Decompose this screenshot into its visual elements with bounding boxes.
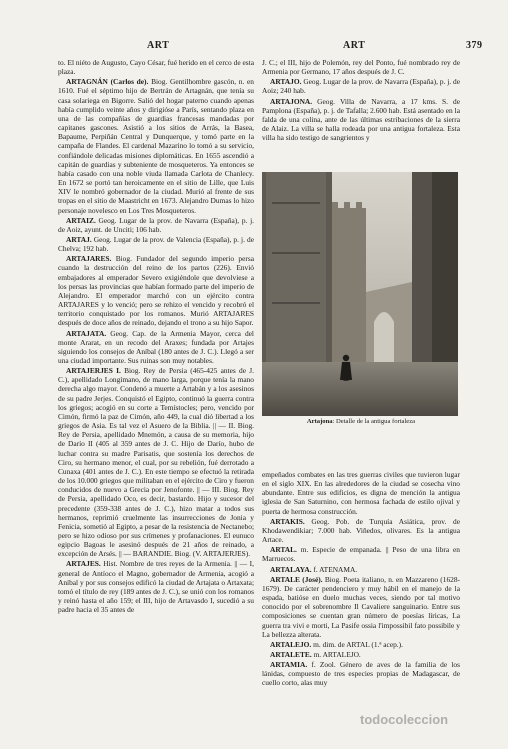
entry-text: m. dim. de ARTAL (1.ª acep.). [313,639,403,649]
entry-headword: ARTAJO. [270,77,302,87]
entry-headword: ARTAJONA. [270,96,313,106]
dictionary-entry [262,660,460,687]
entry-text: to. El niéto de Augusto, Cayo César, fué herido en el cerco de esta plaza. [58,58,254,77]
figure-caption-text: : Detalle de la antigua fortaleza [332,418,416,425]
entry-text: empeñados combates en las tres guerras civiles que tuvieron lugar en el siglo XIX. En las alrededores de la ciudad se cosecha vino abundante. Entre sus edificios, es digna de mención la antigua iglesia de San Saturnino, con hermosa fachada de estilo ojival y puerta de hermosa construcción. [262,470,460,516]
entry-text: m. ARTALEJO. [313,649,361,659]
entry-headword: ARTAJATA. [66,328,107,338]
dictionary-entry [262,575,460,639]
entry-headword: ARTAIZ. [66,215,96,225]
entry-headword: ARTAMIA. [270,660,308,670]
running-head-right: ART [343,40,366,51]
entry-text: Biog. Gentilhombre gascón, n. en 1610. Fué el séptimo hijo de Bertrán de Artagnán, que tenía su casa solariega en Bigorre. Salió del hogar paterno cuando apenas había cumplido veinte años y dirigióse a París, sentando plaza en una de las compañías de guardias francesas mandadas por capitanes gascones. Asistió a los sitios de Arrás, la Basea, Bapaume, Perpiñán Central y Dunquerque, y tomó parte en la campaña de Flandes. El cardenal Mazarino lo tomó a su servicio, confiándole delicadas misiones diplomáticas. En 1655 ascendió a capitán de guardias y subteniente de mosqueteros. Ya entonces se había casado con una noble viuda llamada Carlota de Chanlecy. En 1672 se portó tan heroicamente en el sitio de Lille, que Luis XIV le nombró gobernador de la ciudad. Murió al frente de sus tropas en el sitio de Maastricht en 1673. Alejandro Dumas lo hizo personaje novelesco en Los Tres Mosqueteros. [58,77,254,215]
dictionary-entry [58,254,254,327]
entry-headword: ARTALAYA. [270,564,312,574]
figure-caption-name: Artajona [306,418,333,425]
entry-text: m. Especie de empanada. || Peso de una libra en Marruecos. [262,545,460,564]
figure-caption [262,418,460,425]
running-head-left: ART [147,40,170,51]
dictionary-entry [58,329,254,366]
entry-text: Biog. Fundador del segundo imperio persa cuando la destrucción del reino de los partos (226). Envió embajadores al emperador Severo exigiéndole que devolviese a los persas las provincias que habían formado parte del imperio de Alejandro. El emperador marchó con un ejército contra ARTAJARES y lo venció; pero se rehizo el vencido y recobró el territorio conquistado por los romanos. Murió ARTAJARES después de doce años de reinado, dejando el trono a su hijo Sapor. [58,254,254,328]
left-column [58,58,254,615]
entry-headword: ARTALETE. [270,649,312,659]
entry-text: Geog. Cap. de la Armenia Mayor, cerca del monte Ararat, en un recodo del Araxes; fundada por Artajes siguiendo los consejos de Aníbal (180 antes de J. C.). Llegó a ser una ciudad importante. Sus ruinas son muy notables. [58,328,254,365]
page-header [0,40,508,54]
entry-text: Geog. Lugar de la prov. de Navarra (España), p. j. de Aoiz, ayunt. de Unciti; 106 hab. [58,215,254,234]
entry-text: Hist. Nombre de tres reyes de la Armenia. || — I, general de Antíoco el Magno, gobernador de Armenia, acogió a Aníbal y por sus consejos edificó la ciudad de Artajata o Artaxata; tomó el título de rey (189 antes de J. C.), se unió con los romanos y reinó hasta el año 159; el III, hijo de Artavasdo I, sucedió a su padre hacia el 35 antes de [58,559,254,615]
entry-text: Geog. Lugar de la prov. de Navarra (España), p. j. de Aoiz; 240 hab. [262,77,460,96]
fortress-photo [262,172,458,416]
entry-headword: ARTAL. [270,545,297,555]
entry-text: Biog. Poeta italiano, n. en Mazzareno (1628-1679). De carácter pendenciero y muy hábil en el manejo de la espada, batióse en duelo muchas veces, siendo por tal motivo conocido por el sobrenombre Il Cavaliere sanguinario. Entre sus composiciones se cuentan gran número de poesías líricas, La guerra tra vivi e morti, La Pasife ossia l'impossibil fato possibile y La bellezza alterata. [262,574,460,639]
dictionary-entry [262,545,460,563]
entry-headword: ARTAKIS. [270,516,305,526]
dictionary-entry [262,640,460,649]
dictionary-entry [262,58,460,76]
entry-text: J. C.; el III, hijo de Polemón, rey del Ponto, fué nombrado rey de Armenia por Germano, 17 años después de J. C. [262,58,460,77]
dictionary-entry [58,235,254,253]
entry-headword: ARTAJERJES I. [66,366,121,376]
entry-headword: ARTAJARES. [66,254,112,264]
watermark-logo: todocoleccion [360,712,449,727]
dictionary-entry [262,97,460,143]
dictionary-entry [262,650,460,659]
entry-text: f. Zool. Género de aves de la familia de los lánidas, compuesto de tres especies propias de Madagascar, de cuello corto, alas muy [262,660,460,688]
entry-text: Geog. Villa de Navarra, a 17 kms. S. de Pamplona (España), p. j. de Tafalla; 2.600 hab. Está asentado en la falda de una colina, ante de las últimas estribaciones de la sierra de Alaiz. La villa se halla rodeada por una antigua fortaleza. Esta villa ha sido testigo de sangrientos y [262,96,460,143]
dictionary-entry [58,216,254,234]
entry-headword: ARTAJES. [66,559,101,569]
entry-headword: ARTAGNÁN (Carlos de). [66,77,149,87]
entry-text: Geog. Pob. de Turquía Asiática, prov. de Khodawendikiar; 7.000 hab. Viñedos, olivares. Es la antigua Artace. [262,516,460,545]
entry-text: Biog. Rey de Persia (465-425 antes de J. C.), apellidado Longímano, de mano larga, porque tenía la mano derecha algo mayor. Condenó a muerte a Artabán y a los asesinos de su padre Jerjes. Conquistó el Egipto, continuó la guerra contra los griegos; acogió en su corte a Temístocles; pero, vencido por Cimón, firmó la paz de Cimón, año 449, la cual dió libertad a los griegos de Asia. Es tal vez el Asuero de la Biblia. || — II. Biog. Rey de Persia, apellidado Mnemón, a causa de su memoria, hijo de Darío II (405 al 359 antes de J. C. Hijo de Darío, hubo de luchar contra su madre Parisatis, que sostenía los derechos de Ciro, su hermano menor, el cual, por su rebelión, fué derrotado a Cunaxa (401 antes de J. C.). En este tiempo se efectuó la retirada de los 10.000 griegos que militaban en el ejército de Ciro y fueron conducidos de nuevo a Grecia por Jenofonte. || — III. Biog. Rey de Persia, apellidado Oco, es decir, bastardo. Hijo y sucesor del precedente (359-338 antes de J. C.), hizo matar a todos sus hermanos, reprimió cruelmente las insurrecciones de Jonia y Fenicia, sometió al Egipto, a pesar de la resistencia de Nectanebo; pero se hizo odioso por sus crímenes y profanaciones. El eunuco egipcio Bagoas le asesinó después de 21 años de reinado, a excepción de Arsés. || — BARANDIE. Biog. (V. ARTAJERJES). [58,366,255,559]
entry-text: f. ATENAMA. [313,564,358,574]
dictionary-entry [58,559,254,614]
entry-headword: ARTALE (José). [270,574,323,584]
dictionary-entry [58,58,254,76]
entry-text: Geog. Lugar de la prov. de Valencia (España), p. j. de Chelva; 192 hab. [58,234,254,254]
right-column-top [262,58,460,143]
page-number: 379 [466,40,483,51]
dictionary-entry [262,470,460,516]
fortress-photo-drawing [262,172,458,416]
entry-headword: ARTAJ. [66,234,92,244]
right-column-bottom [262,470,460,689]
dictionary-entry [58,366,254,558]
dictionary-entry [262,77,460,95]
entry-headword: ARTALEJO. [270,639,312,649]
dictionary-entry [262,565,460,574]
dictionary-entry [262,517,460,544]
dictionary-entry [58,77,254,214]
